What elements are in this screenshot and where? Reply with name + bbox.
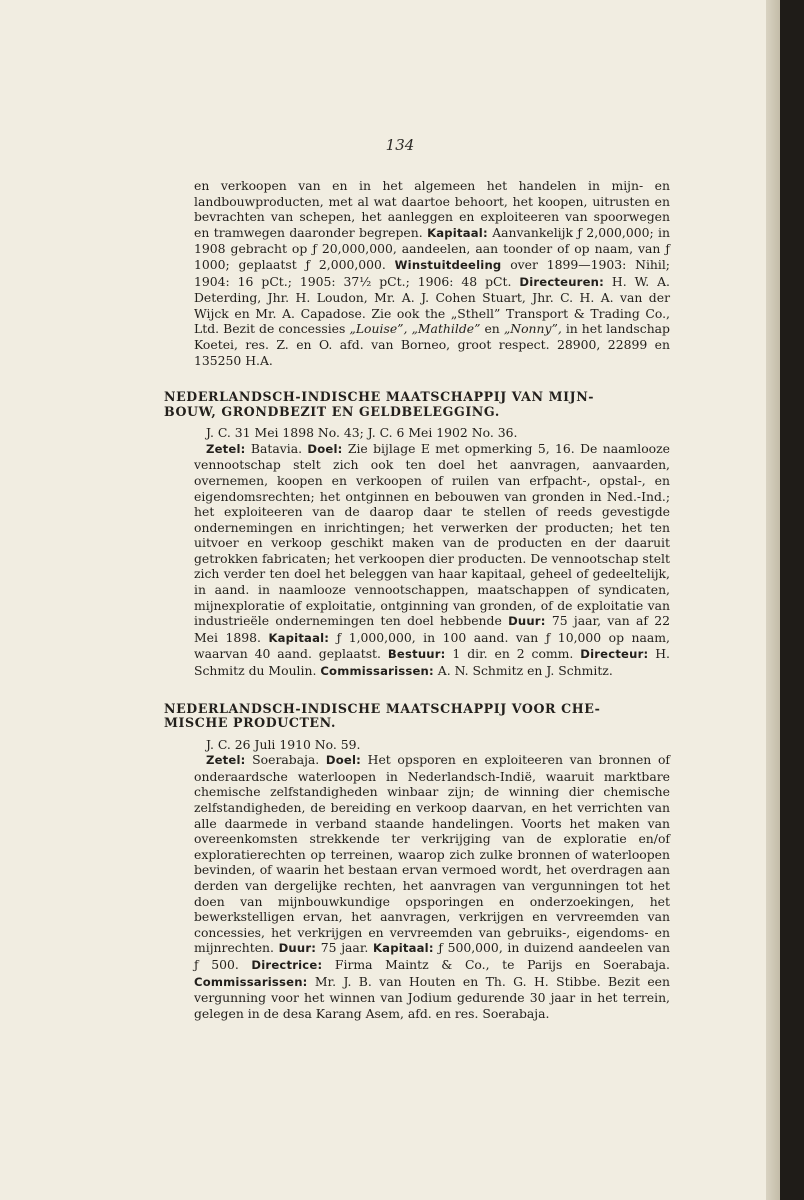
body-text: ƒ 500,000, in duizend aandeelen van ƒ 500. [194,940,670,972]
intro-text: over 1899—1903: Nihil; 1904: 16 pCt.; 1905: 37½ pCt.; 1906: 48 pCt. [194,256,670,289]
body-text: H. Schmitz du Moulin. [194,646,670,679]
label-doel: Doel: [325,753,361,768]
company-title-line: NEDERLANDSCH-INDISCHE MAATSCHAPPIJ VAN MIJN- [164,389,595,405]
company-description [194,441,670,680]
label-bestuur: Bestuur: [387,647,446,662]
company-title [164,702,670,731]
intro-paragraph [194,178,670,368]
label-duur: Duur: [508,614,546,629]
label-kapitaal: Kapitaal: [372,941,434,956]
body-text: Batavia. [245,440,308,456]
intro-text: en verkoopen van en in het algemeen het handelen in mijn- en landbouwproducten, met al wat daartoe behoort, het koopen, uitrusten en bevrachten van schepen, het aanleggen en exploiteeren van spoorwegen en tramwegen daaronder begrepen. [194,178,670,240]
label-winstuitdeeling: Winstuitdeeling [394,257,502,272]
label-doel: Doel: [307,441,343,456]
body-text: A. N. Schmitz en J. Schmitz. [433,663,613,679]
body-text: Zie bijlage E met opmerking 5, 16. De naamlooze vennootschap stelt zich ook ten doel het aanvragen, aanvaarden, overnemen, koopen en verkoopen of ruilen van erfpacht-, opstal-, en eigendomsrechten; het ontginnen en bebouwen van gronden in Ned.-Ind.; het exploiteeren van de daarop daar te stellen of reeds gevestigde ondernemingen en inrichtingen; het verwerken der producten; het ten uitvoer en verkoop geschikt maken van de producten en der daaruit getrokken fabricaten; het verkoopen dier producten. De vennootschap stelt zich verder ten doel het beleggen van haar kapitaal, geheel of gedeeltelijk, in aand. in naamlooze vennootschappen, maatschappen of syndicaten, mijnexploratie of exploitatie, ontginning van gronden, of de exploitatie van industrieële ondernemingen ten doel hebbende [194,440,670,629]
label-commissarissen: Commissarissen: [194,974,308,989]
company-title-line: BOUW, GRONDBEZIT EN GELDBELEGGING. [164,403,500,419]
body-text: 1 dir. en 2 comm. [445,646,581,662]
body-text: Soerabaja. [245,752,326,768]
label-zetel: Zetel: [206,441,246,456]
concession-name: „Nonny”, [503,321,562,337]
label-directrice: Directrice: [251,957,323,972]
company-title-line: MISCHE PRODUCTEN. [164,715,336,731]
label-zetel: Zetel: [206,753,246,768]
company-title [164,390,670,419]
label-kapitaal: Kapitaal: [268,630,330,645]
body-text: Het opsporen en exploiteeren van bronnen of onderaardsche waterloopen in Nederlandsch-Indië, waaruit marktbare chemische zelfstandigheden winbaar zijn; de winning dier chemische zelfstandigheden, de bereiding en verkoop daarvan, en het verrichten van alle daarmede in verband staande handelingen. Voorts het maken van overeenkomsten strekkende ter verkrijging van de exploratie en/of exploratierechten op terreinen, waarop zich zulke bronnen of waterloopen bevinden, of waarin het bestaan ervan vermoed wordt, het overdragen aan derden van dergelijke rechten, het aanvragen van vergunningen tot het doen van mijnbouwkundige opsporingen en onderzoekingen, het bewerkstelligen ervan, het aanvragen, verkrijgen en vervreemden van concessies, het verkrijgen en vervreemden van gebruiks-, eigendoms- en mijnrechten. [194,752,670,956]
intro-text: Aanvankelijk ƒ 2,000,000; in 1908 gebracht op ƒ 20,000,000, aandeelen, aan toonder of op naam, van ƒ 1000; geplaatst ƒ 2,000,000. [194,224,670,272]
concession-names: „Louise”, „Mathilde” [349,321,481,337]
body-text: 75 jaar, van af 22 Mei 1898. [194,613,670,645]
registration-reference: J. C. 31 Mei 1898 No. 43; J. C. 6 Mei 1902 No. 36. [206,425,518,441]
registration-reference: J. C. 26 Juli 1910 No. 59. [206,736,361,752]
label-kapitaal: Kapitaal: [427,225,488,240]
intro-text: in het landschap Koetei, res. Z. en O. afd. van Borneo, groot respect. 28900, 22899 en 135250 H.A. [194,321,670,368]
body-text: Firma Maintz & Co., te Parijs en Soerabaja. [322,956,670,972]
page-gutter [766,0,780,1200]
label-duur: Duur: [278,941,317,956]
intro-text: H. W. A. Deterding, Jhr. H. Loudon, Mr. A. J. Cohen Stuart, Jhr. C. H. A. van der Wijck en Mr. A. Capadose. Zie ook the „Sthell” Transport & Trading Co., Ltd. Bezit de concessies [194,273,670,337]
label-directeur: Directeur: [580,647,649,662]
body-text: ƒ 1,000,000, in 100 aand. van ƒ 10,000 op naam, waarvan 40 aand. geplaatst. [194,629,670,662]
body-text: 75 jaar. [316,940,373,956]
company-description [194,752,670,1021]
page-content [164,178,670,1021]
intro-text: en [480,321,504,337]
book-edge [780,0,804,1200]
body-text: Mr. J. B. van Houten en Th. G. H. Stibbe. Bezit een vergunning voor het winnen van Jodium gedurende 30 jaar in het terrein, gelegen in de desa Karang Asem, afd. en res. Soerabaja. [194,973,670,1021]
page-number: 134 [385,136,415,154]
company-title-line: NEDERLANDSCH-INDISCHE MAATSCHAPPIJ VOOR CHE- [164,700,601,716]
label-directeuren: Directeuren: [519,274,604,289]
label-commissarissen: Commissarissen: [320,664,434,679]
